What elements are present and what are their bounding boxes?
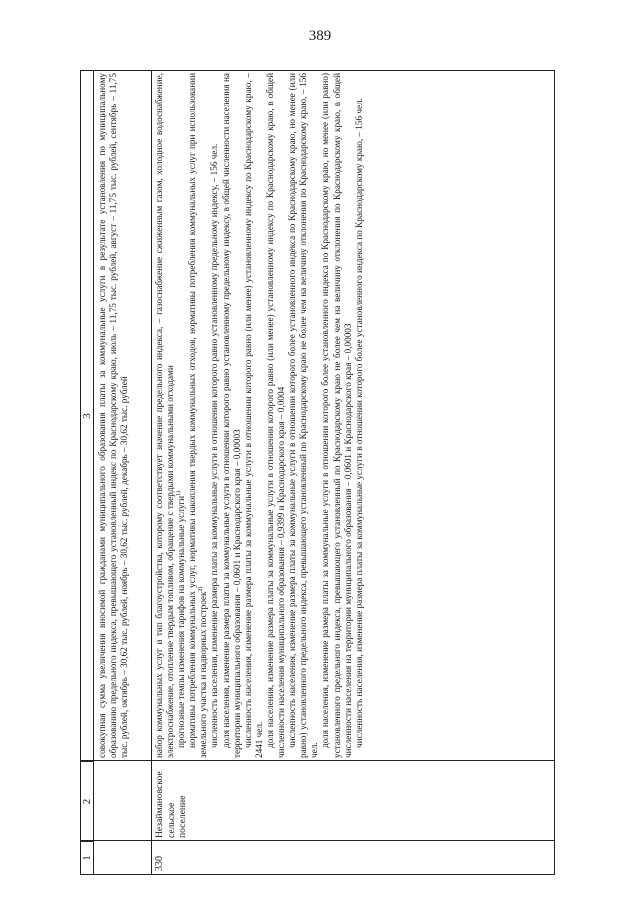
row-details bbox=[154, 73, 554, 758]
detail-paragraph bbox=[209, 73, 220, 758]
detail-paragraph bbox=[320, 73, 353, 758]
detail-paragraph bbox=[354, 73, 365, 758]
detail-paragraph bbox=[287, 73, 320, 758]
detail-paragraph-text: численность населения, изменение размера платы за коммунальные услуги в отношении которого равно установленному предельному индексу, – 156 чел. bbox=[209, 143, 220, 748]
detail-paragraph-text: доля населения, изменение размера платы за коммунальные услуги в отношении которого равно установленному предельному индексу, в общей численности населения на территории муниципального образования – 0,0601 и Краснодарского края – 0,00003 bbox=[220, 73, 242, 758]
page-number: 389 bbox=[308, 28, 332, 44]
detail-paragraph-text: доля населения, изменение размера платы за коммунальные услуги в отношении которого более установленного индекса по Краснодарскому краю, но менее (или равно) установленного предельного индекса, превышающего установленный по Краснодарскому краю не более чем на величину отклонения по Краснодарскому краю, в общей численности населения на территории муниципального образования – 0,0601 и Краснодарского края – 0,00003 bbox=[320, 73, 353, 758]
rotated-table-frame bbox=[80, 70, 555, 875]
detail-paragraph-text: доля населения, изменение размера платы за коммунальные услуги в отношении которого равно (или менее) установленному индексу по Краснодарскому краю, в общей численности населения муниципального образования – 0,9399 и Краснодарского края – 0,0004 bbox=[264, 73, 287, 758]
footnote-marker: 2) bbox=[198, 586, 205, 592]
row-number: 330 bbox=[154, 856, 165, 871]
detail-paragraph-text: численность населения, изменение размера платы за коммунальные услуги в отношении которого более установленного индекса по Краснодарскому краю, но менее (или равно) установленного предельного индекса, превышающего установленный по Краснодарскому краю не более чем на величину отклонения по Краснодарскому краю, – 156 чел. bbox=[287, 73, 320, 758]
row-divider bbox=[151, 71, 152, 874]
detail-paragraph-text: набор коммунальных услуг и тип благоустройства, которому соответствует значение предельного индекса, – газоснабжение сжиженным газом, холодное водоснабжение, электроснабжение, отопление твердым топливом, обращение с твердыми коммунальными отходами bbox=[154, 73, 176, 758]
detail-paragraph bbox=[221, 73, 243, 758]
detail-paragraph bbox=[154, 73, 176, 758]
column-header-2: 2 bbox=[81, 761, 94, 841]
detail-paragraph-text: прогнозные темпы изменения тарифов на коммунальные услуги bbox=[176, 495, 187, 748]
detail-paragraph bbox=[265, 73, 287, 758]
detail-paragraph bbox=[176, 73, 187, 758]
detail-paragraph-text: численность населения, изменение размера платы за коммунальные услуги в отношении которого более установленного индекса по Краснодарскому краю, – 156 чел. bbox=[353, 98, 364, 748]
municipality-name: Незаймановское сельское поселение bbox=[154, 771, 188, 838]
continuation-cell: совокупная сумма увеличения вносимой гражданами муниципального образования платы за коммунальные услуги в результате установления по муниципальному образованию предельного индекса, превышающего установленный индекс по Краснодарскому краю, июль – 11,75 тыс. рублей, август – 11,75 тыс. рублей, сентябрь – 11,75 тыс. рублей, октябрь – 30,62 тыс. рублей, ноябрь – 30,62 тыс. рублей, декабрь – 30,62 тыс. рублей bbox=[97, 73, 130, 758]
data-table bbox=[80, 70, 555, 875]
detail-paragraph bbox=[187, 73, 209, 758]
detail-paragraph bbox=[243, 73, 265, 758]
column-header-1: 1 bbox=[81, 841, 94, 874]
detail-paragraph-text: численность населения, изменение размера платы за коммунальные услуги в отношении которого равно (или менее) установленному индексу по Краснодарскому краю, – 2441 чел. bbox=[242, 73, 264, 758]
footnote-marker: 1) bbox=[176, 490, 183, 496]
column-header-3: 3 bbox=[81, 71, 94, 761]
detail-paragraph-text: нормативы потребления коммунальных услуг, нормативы накопления твердых коммунальных отходов, нормативы потребления коммунальных услуг при использовании земельного участка и надворных построек bbox=[187, 73, 209, 758]
